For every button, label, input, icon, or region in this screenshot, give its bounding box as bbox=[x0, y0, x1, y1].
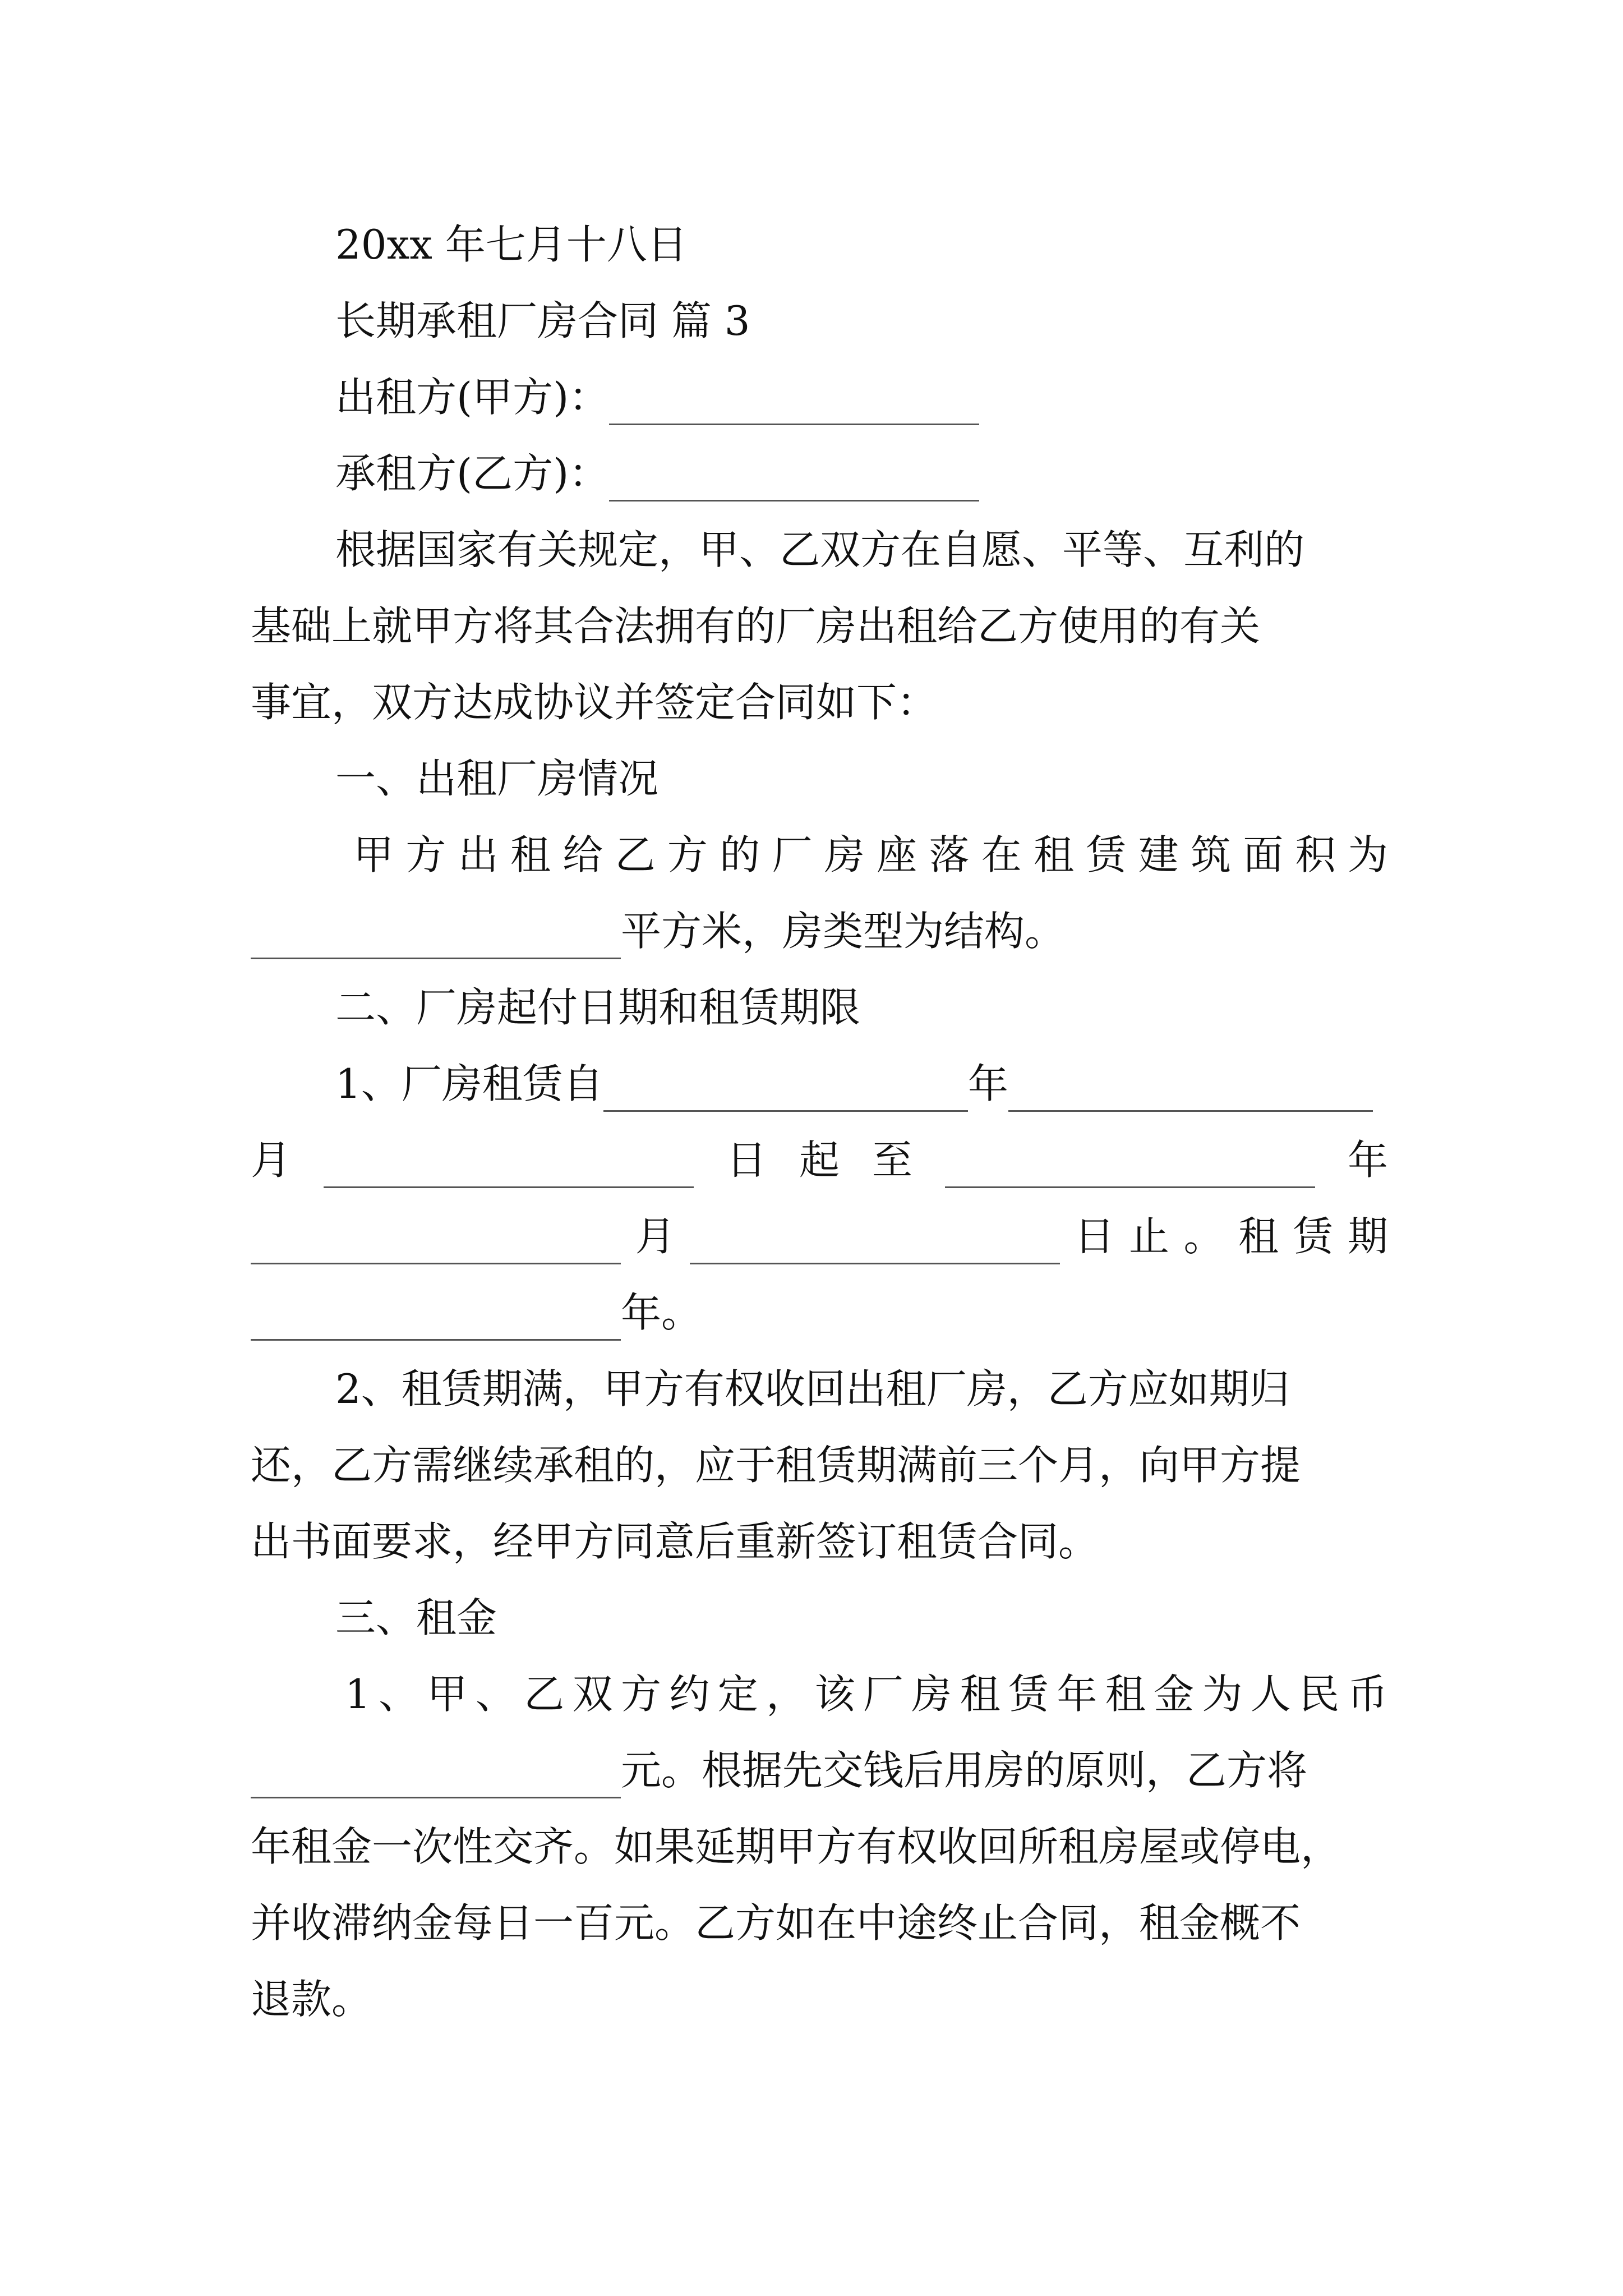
document-title: 长期承租厂房合同 篇 3 bbox=[335, 297, 750, 344]
start-year-blank[interactable] bbox=[603, 1071, 968, 1112]
lessor-blank[interactable] bbox=[609, 384, 979, 425]
document-date: 20xx 年七月十八日 bbox=[335, 221, 688, 268]
section1-line2: 平方米，房类型为结构。 bbox=[251, 903, 1388, 959]
clause31-line3: 年租金一次性交齐。如果延期甲方有权收回所租房屋或停电， bbox=[251, 1823, 1341, 1870]
start-month-blank[interactable] bbox=[1008, 1071, 1373, 1112]
end-year-blank[interactable] bbox=[945, 1147, 1315, 1188]
lessor-row bbox=[335, 369, 1388, 425]
clause21-line3: 月 日 止 。 租 赁 期 bbox=[251, 1208, 1388, 1264]
lessor-label: 出租方(甲方)： bbox=[335, 374, 610, 421]
clause22-line3: 出书面要求，经甲方同意后重新签订租赁合同。 bbox=[251, 1518, 1099, 1565]
clause21-line1: 1、厂房租赁自 年 bbox=[335, 1056, 1388, 1112]
section3-heading: 三、租金 bbox=[335, 1594, 497, 1641]
rent-amount-blank[interactable] bbox=[251, 1757, 621, 1798]
clause21-line4: 年。 bbox=[251, 1285, 1388, 1341]
intro-line-2: 基础上就甲方将其合法拥有的厂房出租给乙方使用的有关 bbox=[251, 602, 1261, 650]
start-day-blank[interactable] bbox=[324, 1147, 694, 1188]
section1-line1: 甲 方 出 租 给 乙 方 的 厂 房 座 落 在 租 赁 建 筑 面 积 为 bbox=[353, 831, 1388, 878]
section2-heading: 二、厂房起付日期和租赁期限 bbox=[335, 984, 861, 1031]
area-blank[interactable] bbox=[251, 918, 621, 959]
clause31-line5: 退款。 bbox=[251, 1976, 372, 2023]
end-day-blank[interactable] bbox=[690, 1223, 1060, 1264]
clause31-line4: 并收滞纳金每日一百元。乙方如在中途终止合同，租金概不 bbox=[251, 1899, 1301, 1947]
lessee-blank[interactable] bbox=[609, 461, 979, 501]
lessee-row bbox=[335, 445, 1388, 501]
clause31-line1: 1 、 甲 、 乙 双 方 约 定 ， 该 厂 房 租 赁 年 租 金 为 人 民 币 bbox=[345, 1671, 1388, 1718]
intro-line-3: 事宜，双方达成协议并签定合同如下： bbox=[251, 679, 938, 726]
end-month-blank[interactable] bbox=[251, 1223, 621, 1264]
clause21-line2: 月 日 起 至 年 bbox=[251, 1132, 1388, 1188]
clause31-line2: 元。根据先交钱后用房的原则，乙方将 bbox=[251, 1742, 1388, 1798]
clause22-line2: 还，乙方需继续承租的，应于租赁期满前三个月，向甲方提 bbox=[251, 1442, 1301, 1489]
clause22-line1: 2、租赁期满，甲方有权收回出租厂房，乙方应如期归 bbox=[335, 1365, 1290, 1412]
lessee-label: 承租方(乙方)： bbox=[335, 450, 610, 497]
intro-line-1: 根据国家有关规定，甲、乙双方在自愿、平等、互利的 bbox=[335, 526, 1305, 573]
section1-heading: 一、出租厂房情况 bbox=[335, 755, 659, 802]
lease-years-blank[interactable] bbox=[251, 1300, 621, 1341]
